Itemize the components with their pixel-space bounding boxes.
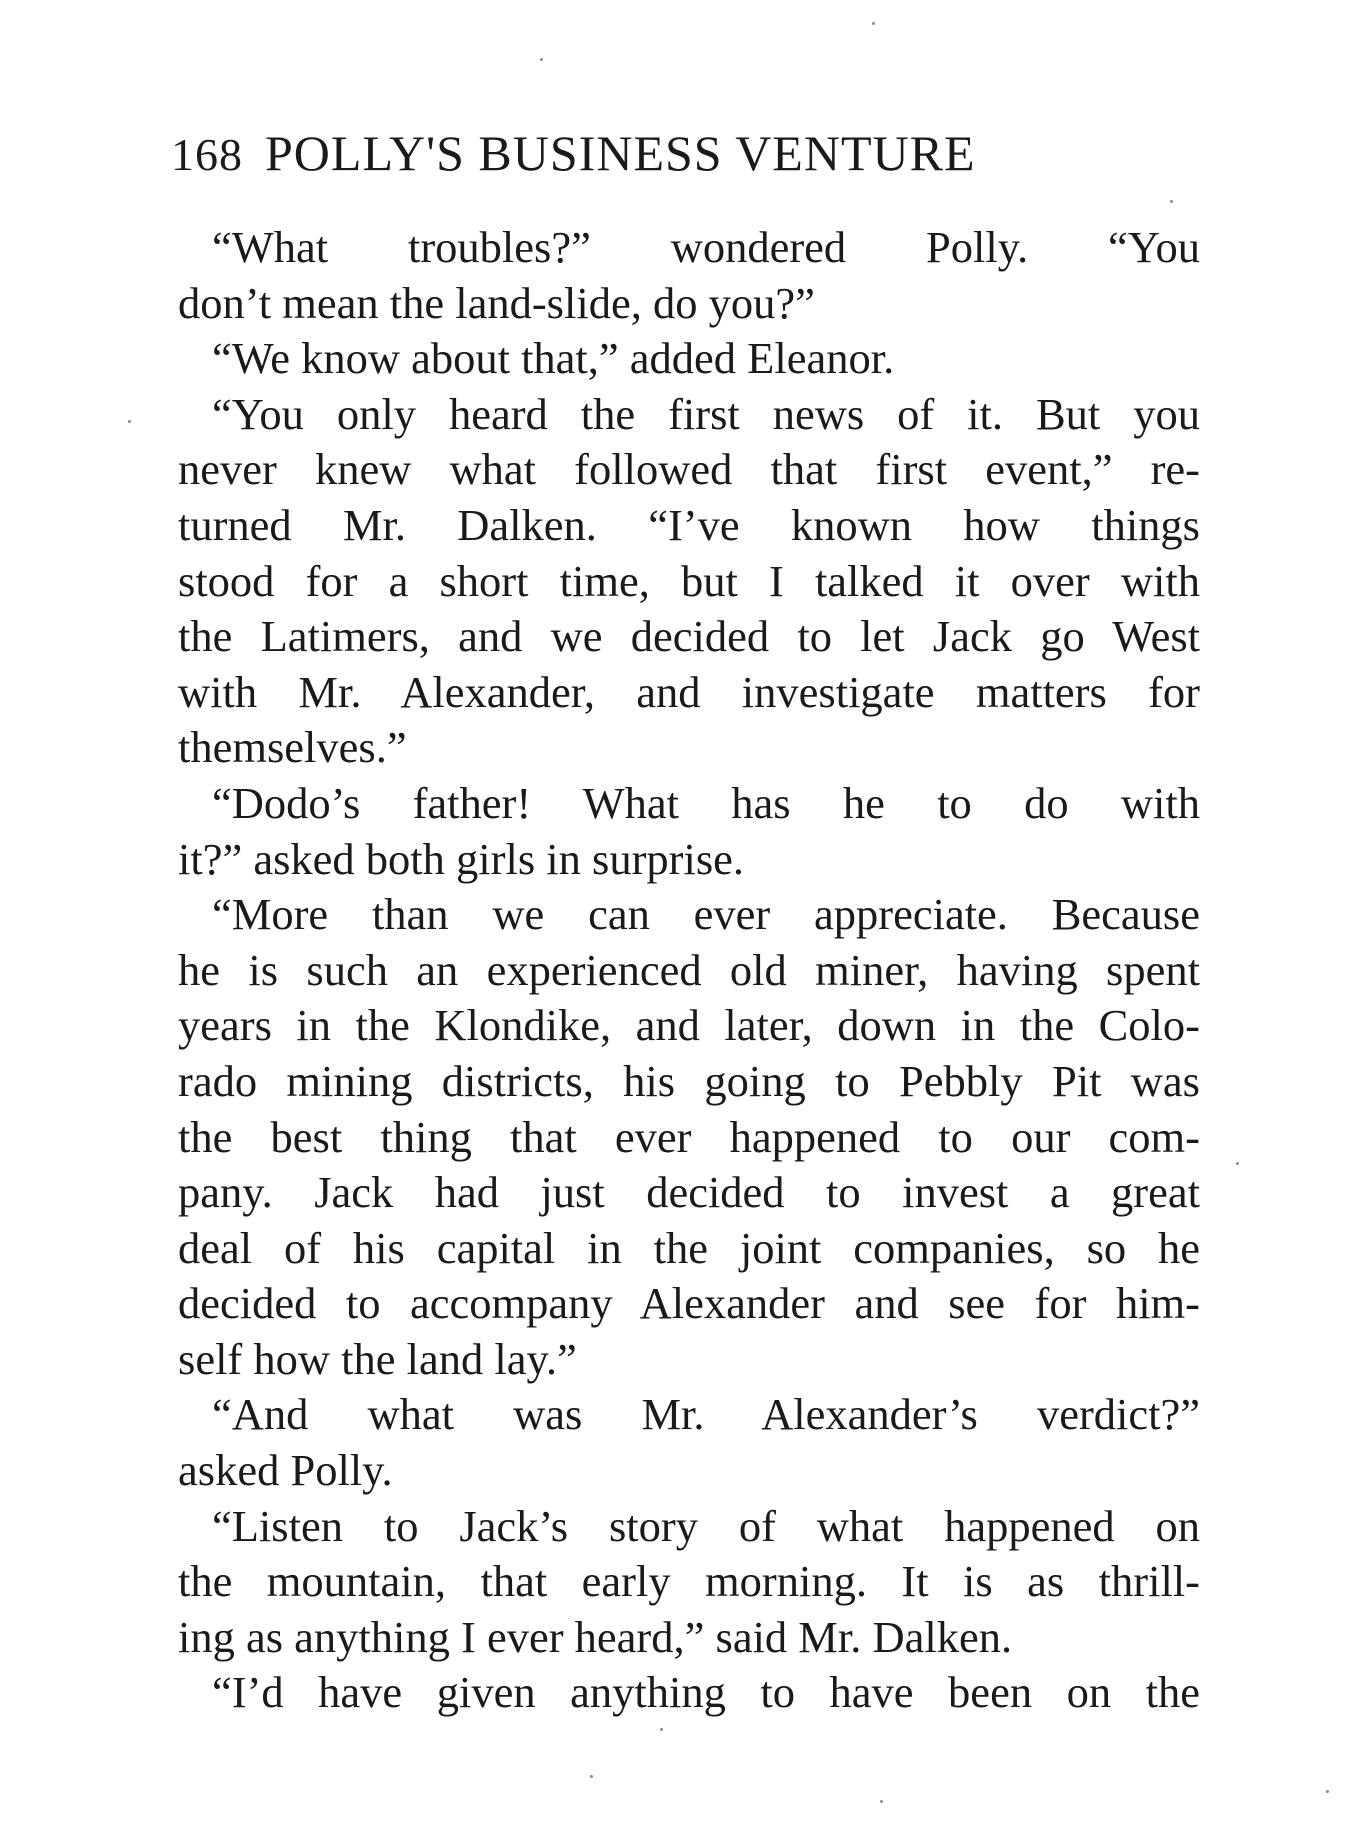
- text-line: he is such an experienced old miner, having spent: [178, 944, 1200, 995]
- scan-speck: [1326, 1790, 1329, 1793]
- text-line: rado mining districts, his going to Pebbly Pit was: [178, 1055, 1200, 1106]
- text-line: it?” asked both girls in surprise.: [178, 833, 745, 884]
- text-line: turned Mr. Dalken. “I’ve known how things: [178, 499, 1200, 550]
- text-line: themselves.”: [178, 722, 407, 773]
- text-line: years in the Klondike, and later, down in the Colo-: [178, 1000, 1200, 1051]
- text-line: “And what was Mr. Alexander’s verdict?”: [212, 1389, 1200, 1440]
- text-line: “You only heard the first news of it. But you: [212, 388, 1200, 439]
- scan-speck: [590, 1775, 593, 1778]
- text-line: “I’d have given anything to have been on the: [212, 1667, 1200, 1718]
- scan-speck: [128, 420, 131, 423]
- text-line: self how the land lay.”: [178, 1333, 577, 1384]
- text-line: the Latimers, and we decided to let Jack go West: [178, 611, 1200, 662]
- body-text: [178, 220, 1200, 1721]
- text-line: “Listen to Jack’s story of what happened on: [212, 1500, 1200, 1551]
- text-line: pany. Jack had just decided to invest a great: [178, 1167, 1200, 1218]
- text-line: never knew what followed that first event,” re-: [178, 444, 1200, 495]
- book-title: POLLY'S BUSINESS VENTURE: [265, 125, 976, 181]
- text-line: with Mr. Alexander, and investigate matters for: [178, 666, 1200, 717]
- text-line: deal of his capital in the joint companies, so he: [178, 1222, 1200, 1273]
- text-line: ing as anything I ever heard,” said Mr. Dalken.: [178, 1611, 1013, 1662]
- page-number: 168: [171, 129, 243, 180]
- text-line: “We know about that,” added Eleanor.: [212, 333, 895, 384]
- scan-speck: [872, 22, 875, 25]
- text-line: the best thing that ever happened to our com-: [178, 1111, 1200, 1162]
- scan-speck: [1170, 200, 1173, 203]
- scan-speck: [880, 1800, 883, 1803]
- text-line: the mountain, that early morning. It is as thrill-: [178, 1556, 1200, 1607]
- scan-speck: [660, 1728, 663, 1731]
- running-head: [171, 118, 1211, 190]
- scan-speck: [1236, 1162, 1239, 1165]
- text-line: asked Polly.: [178, 1445, 393, 1496]
- text-line: “What troubles?” wondered Polly. “You: [212, 222, 1200, 272]
- text-line: don’t mean the land-slide, do you?”: [178, 277, 815, 328]
- scan-speck: [540, 58, 543, 61]
- text-line: “More than we can ever appreciate. Because: [212, 889, 1200, 940]
- text-line: decided to accompany Alexander and see for him-: [178, 1278, 1200, 1329]
- text-line: stood for a short time, but I talked it over with: [178, 555, 1200, 606]
- text-line: “Dodo’s father! What has he to do with: [212, 777, 1200, 828]
